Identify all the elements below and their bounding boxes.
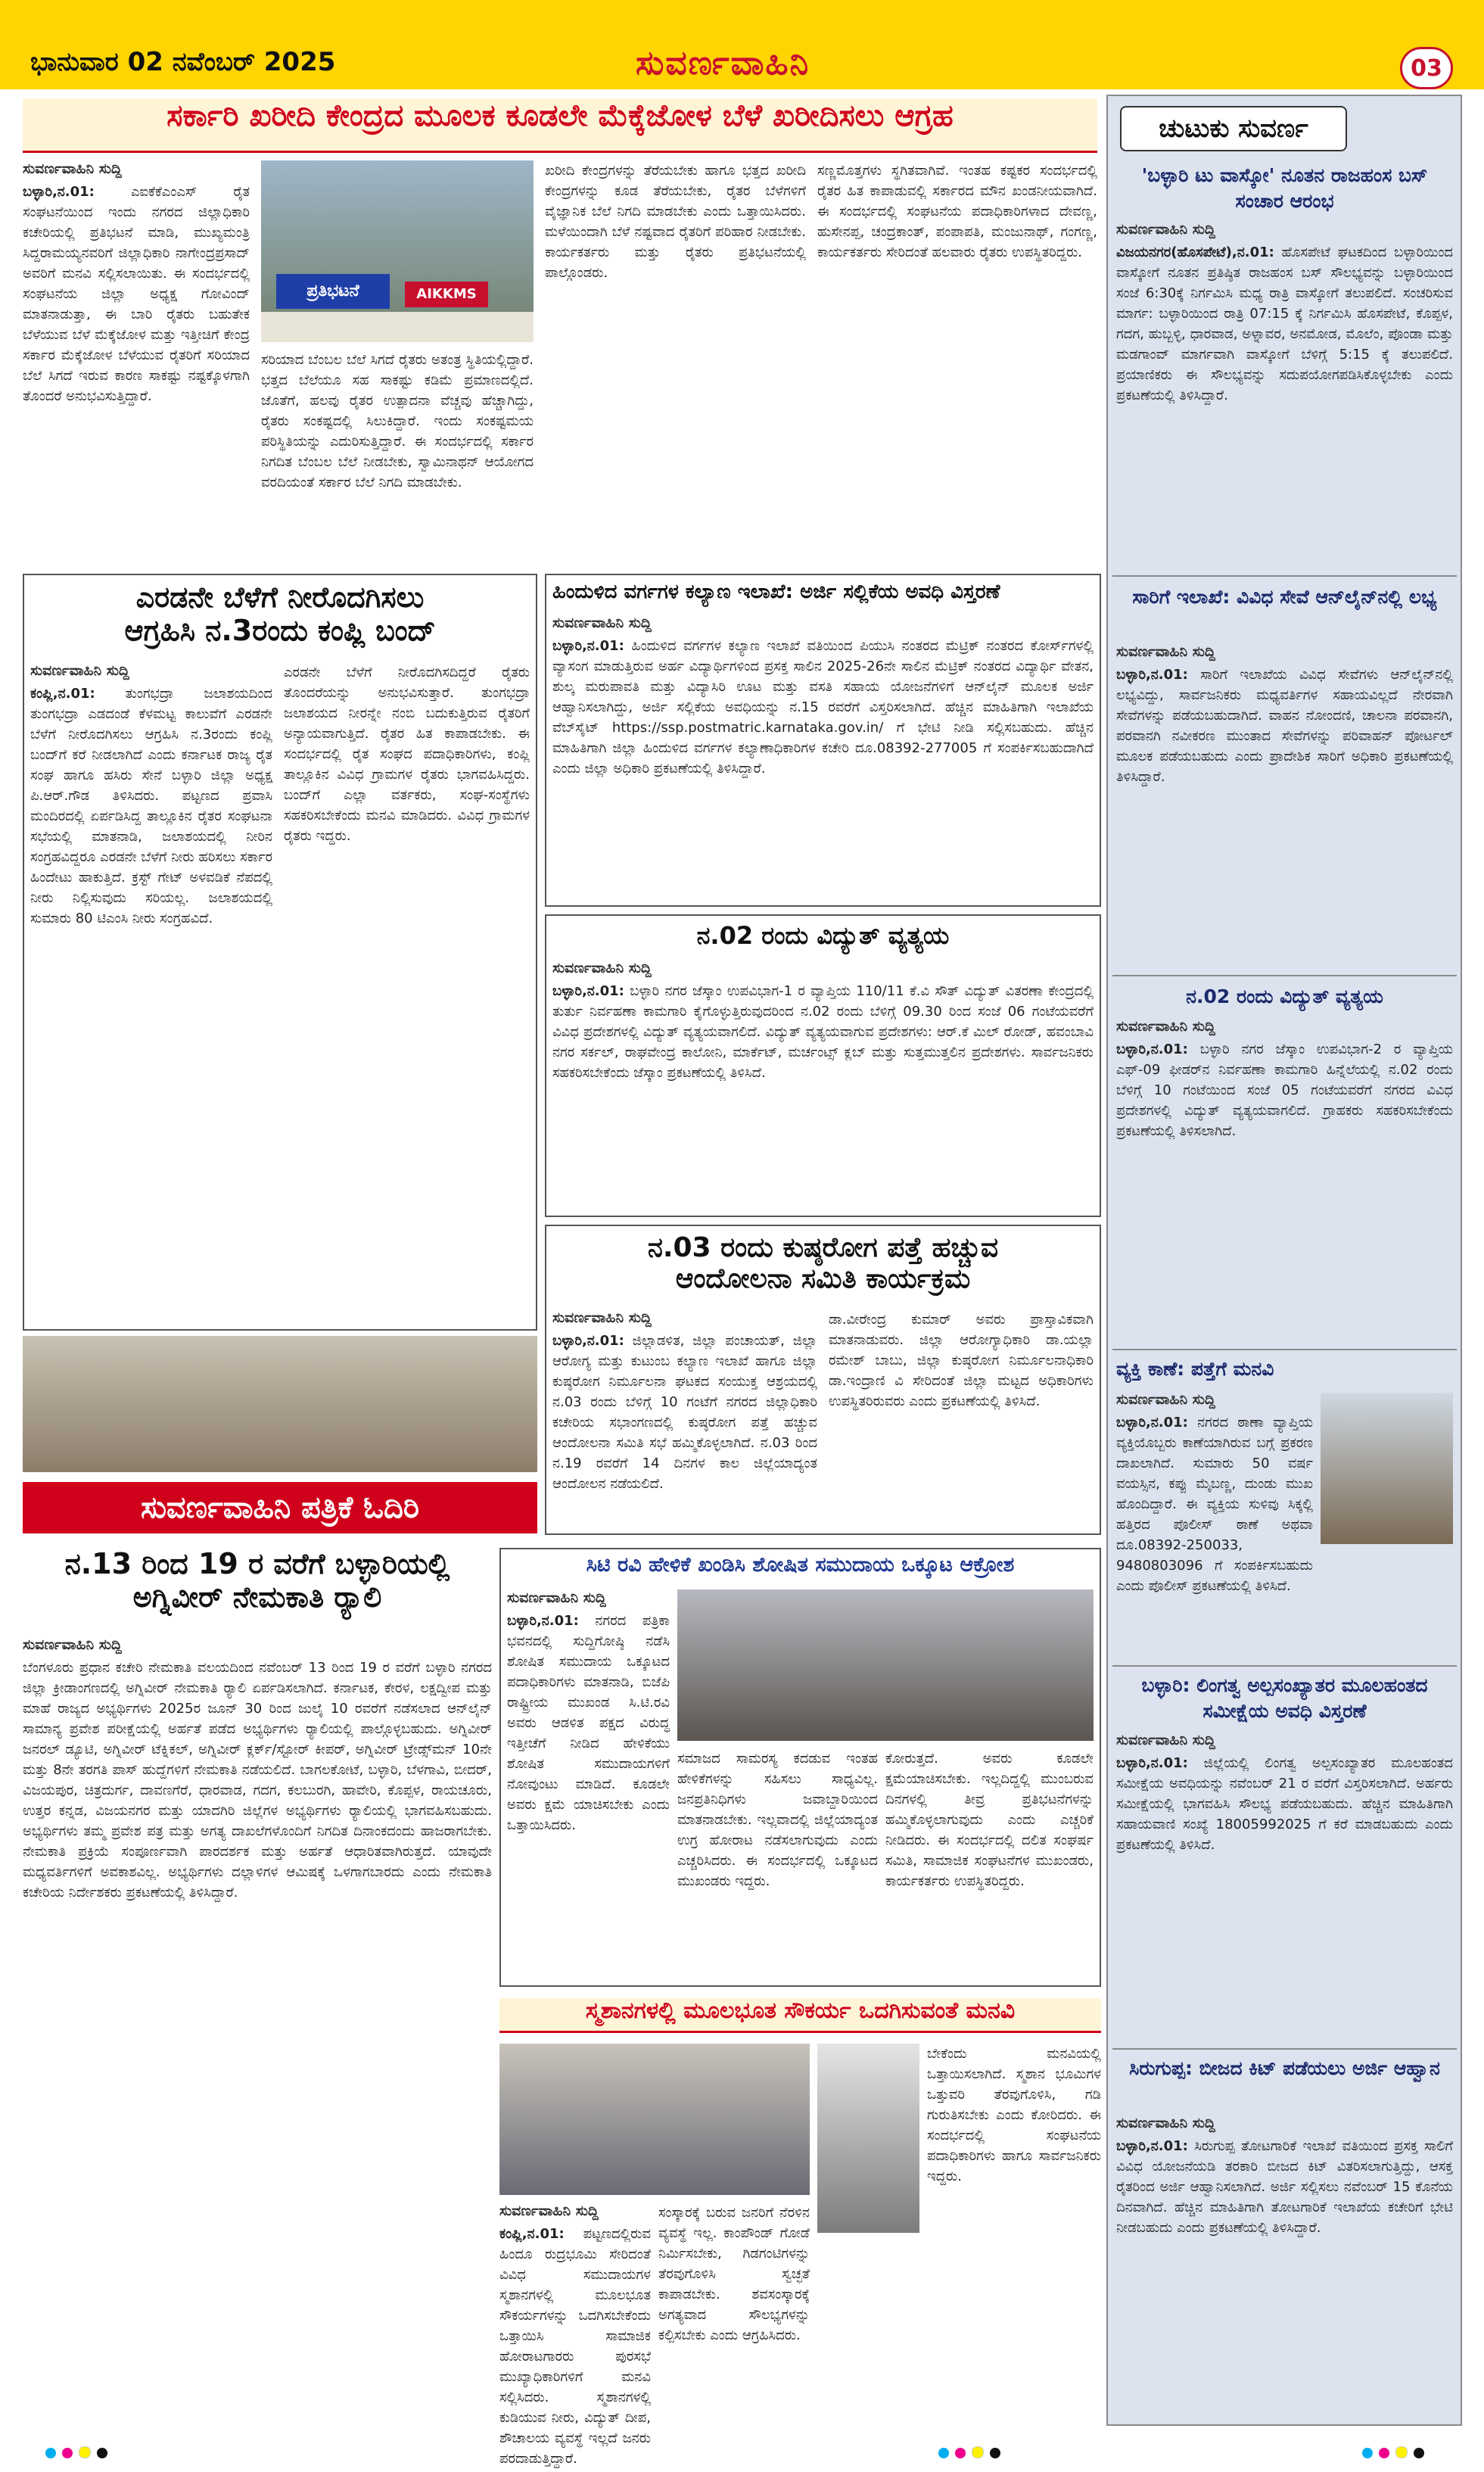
article-7-dateline: ಬಳ್ಳಾರಿ,ನ.01:	[507, 1613, 579, 1629]
brief-3-body	[1116, 1039, 1453, 1342]
article-2-text-1: ತುಂಗಭದ್ರಾ ಜಲಾಶಯದಿಂದ ತುಂಗಭದ್ರಾ ಎಡದಂಡೆ ಕೆಳಮಟ್ಟ ಕಾಲುವೆಗೆ ಎರಡನೇ ಬೆಳೆಗೆ ನೀರೊದಗಿಸಲು ಆಗ್ರಹಿಸಿ ನ.3ರಂದು ಕಂಪ್ಲಿ ಬಂದ್‌ಗೆ ಕರೆ ನೀಡಲಾಗಿದೆ ಎಂದು ಕರ್ನಾಟಕ ರಾಜ್ಯ ರೈತ ಸಂಘ ಹಾಗೂ ಹಸಿರು ಸೇನೆ ಬಳ್ಳಾರಿ ಜಿಲ್ಲಾ ಅಧ್ಯಕ್ಷ ಪಿ.ಆರ್.ಗೌಡ ತಿಳಿಸಿದರು. ಪಟ್ಟಣದ ಪ್ರವಾಸಿ ಮಂದಿರದಲ್ಲಿ ಏರ್ಪಡಿಸಿದ್ದ ತಾಲ್ಲೂಕಿನ ರೈತರ ಸಂಘಟನಾ ಸಭೆಯಲ್ಲಿ ಮಾತನಾಡಿ, ಜಲಾಶಯದಲ್ಲಿ ನೀರಿನ ಸಂಗ್ರಹವಿದ್ದರೂ ಎರಡನೇ ಬೆಳೆಗೆ ನೀರು ಹರಿಸಲು ಸರ್ಕಾರ ಹಿಂದೇಟು ಹಾಕುತ್ತಿದೆ. ಕ್ರಸ್ಟ್ ಗೇಟ್ ಅಳವಡಿಕೆ ನೆಪದಲ್ಲಿ ನೀರು ನಿಲ್ಲಿಸುವುದು ಸರಿಯಲ್ಲ. ಜಲಾಶಯದಲ್ಲಿ ಸುಮಾರು 80 ಟಿಎಂಸಿ ನೀರು ಸಂಗ್ರಹವಿದೆ.	[30, 686, 272, 926]
memorandum-photo	[499, 2044, 810, 2195]
brief-5-text: ಜಿಲ್ಲೆಯಲ್ಲಿ ಲಿಂಗತ್ವ ಅಲ್ಪಸಂಖ್ಯಾತರ ಮೂಲಹಂತದ ಸಮೀಕ್ಷೆಯ ಅವಧಿಯನ್ನು ನವೆಂಬರ್ 21 ರ ವರೆಗೆ ವಿಸ್ತರಿಸಲಾಗಿದೆ. ಅರ್ಹರು ಸಮೀಕ್ಷೆಯಲ್ಲಿ ಭಾಗವಹಿಸಿ ಸೌಲಭ್ಯ ಪಡೆಯಬಹುದು. ಹೆಚ್ಚಿನ ಮಾಹಿತಿಗಾಗಿ ಸಹಾಯವಾಣಿ ಸಂಖ್ಯೆ 18005992025 ಗೆ ಕರೆ ಮಾಡಬಹುದು ಎಂದು ಪ್ರಕಟಣೆಯಲ್ಲಿ ತಿಳಿಸಿದೆ.	[1116, 1755, 1453, 1853]
brief-4-dateline: ಬಳ್ಳಾರಿ,ನ.01:	[1116, 1415, 1188, 1431]
brief-1-byline: ಸುವರ್ಣವಾಹಿನಿ ಸುದ್ದಿ	[1116, 221, 1215, 238]
article-3-headline: ಹಿಂದುಳಿದ ವರ್ಗಗಳ ಕಲ್ಯಾಣ ಇಲಾಖೆ: ಅರ್ಜಿ ಸಲ್ಲಿಕೆಯ ಅವಧಿ ವಿಸ್ತರಣೆ	[552, 581, 1000, 603]
article-4-byline: ಸುವರ್ಣವಾಹಿನಿ ಸುದ್ದಿ	[552, 960, 652, 976]
brief-2-body	[1116, 665, 1453, 967]
brief-3-byline: ಸುವರ್ಣವಾಹಿನಿ ಸುದ್ದಿ	[1116, 1018, 1215, 1035]
article-3-text: ಹಿಂದುಳಿದ ವರ್ಗಗಳ ಕಲ್ಯಾಣ ಇಲಾಖೆ ವತಿಯಿಂದ ಪಿಯುಸಿ ನಂತರದ ಮೆಟ್ರಿಕ್ ನಂತರದ ಕೋರ್ಸ್‌ಗಳಲ್ಲಿ ವ್ಯಾಸಂಗ ಮಾಡುತ್ತಿರುವ ಅರ್ಹ ವಿದ್ಯಾರ್ಥಿಗಳಿಂದ ಪ್ರಸಕ್ತ ಸಾಲಿನ 2025-26ನೇ ಸಾಲಿನ ಮೆಟ್ರಿಕ್ ನಂತರದ ವಿದ್ಯಾರ್ಥಿ ವೇತನ, ಶುಲ್ಕ ಮರುಪಾವತಿ ಮತ್ತು ವಿದ್ಯಾಸಿರಿ ಊಟ ಮತ್ತು ವಸತಿ ಸಹಾಯ ಯೋಜನೆಗಳಿಗೆ ಆನ್‌ಲೈನ್ ಮೂಲಕ ಅರ್ಜಿ ಆಹ್ವಾನಿಸಲಾಗಿದ್ದು, ಅರ್ಜಿ ಸಲ್ಲಿಕೆಯ ಅವಧಿಯನ್ನು ನ.15 ರವರೆಗೆ ವಿಸ್ತರಿಸಲಾಗಿದೆ. ಹೆಚ್ಚಿನ ಮಾಹಿತಿಗಾಗಿ ಇಲಾಖೆಯ ವೆಬ್‌ಸೈಟ್ https://ssp.postmatric.karnataka.gov.in/ ಗೆ ಭೇಟಿ ನೀಡಿ ಸಲ್ಲಿಸಬಹುದು. ಹೆಚ್ಚಿನ ಮಾಹಿತಿಗಾಗಿ ಜಿಲ್ಲಾ ಹಿಂದುಳಿದ ವರ್ಗಗಳ ಕಲ್ಯಾಣಾಧಿಕಾರಿಗಳ ಕಚೇರಿ ದೂ.08392-277005 ಗೆ ಸಂಪರ್ಕಿಸಬಹುದಾಗಿದೆ ಎಂದು ಜಿಲ್ಲಾ ಅಧಿಕಾರಿ ಪ್ರಕಟಣೆಯಲ್ಲಿ ತಿಳಿಸಿದ್ದಾರೆ.	[552, 638, 1094, 777]
sidebar-divider	[1112, 575, 1457, 577]
article-2-headline-line1: ಎರಡನೇ ಬೆಳೆಗೆ ನೀರೊದಗಿಸಲು	[135, 581, 425, 614]
article-1-text-1: ಎಐಕೆಕೆಎಂಎಸ್ ರೈತ ಸಂಘಟನೆಯಿಂದ ಇಂದು ನಗರದ ಜಿಲ್ಲಾಧಿಕಾರಿ ಕಚೇರಿಯಲ್ಲಿ ಪ್ರತಿಭಟನೆ ಮಾಡಿ, ಮುಖ್ಯಮಂತ್ರಿ ಸಿದ್ದರಾಮಯ್ಯನವರಿಗೆ ಜಿಲ್ಲಾಧಿಕಾರಿ ನಾಗೇಂದ್ರಪ್ರಸಾದ್ ಅವರಿಗೆ ಮನವಿ ಸಲ್ಲಿಸಲಾಯಿತು. ಈ ಸಂದರ್ಭದಲ್ಲಿ ಸಂಘಟನೆಯ ಜಿಲ್ಲಾ ಅಧ್ಯಕ್ಷ ಗೋವಿಂದ್ ಮಾತನಾಡುತ್ತಾ, ಈ ಬಾರಿ ರೈತರು ಬಹುತೇಕ ಬೆಳೆಯುವ ಬೆಳೆ ಮೆಕ್ಕೆಜೋಳ ಮತ್ತು ಇತ್ತೀಚಿಗೆ ಕೇಂದ್ರ ಸರ್ಕಾರ ಮೆಕ್ಕೆಜೋಳ ಬೆಳೆಯುವ ರೈತರಿಗೆ ಸರಿಯಾದ ಬೆಲೆ ಸಿಗದೆ ಇರುವ ಕಾರಣ ಸಾಕಷ್ಟು ನಷ್ಟಕ್ಕೊಳಗಾಗಿ ತೊಂದರೆ ಅನುಭವಿಸುತ್ತಿದ್ದಾರೆ.	[23, 184, 250, 404]
article-5-body-col2: ಡಾ.ವೀರೇಂದ್ರ ಕುಮಾರ್ ಅವರು ಪ್ರಾಸ್ತಾವಿಕವಾಗಿ ಮಾತನಾಡುವರು. ಜಿಲ್ಲಾ ಆರೋಗ್ಯಾಧಿಕಾರಿ ಡಾ.ಯಲ್ಲಾ ರಮೇಶ್ ಬಾಬು, ಜಿಲ್ಲಾ ಕುಷ್ಠರೋಗ ನಿರ್ಮೂಲನಾಧಿಕಾರಿ ಡಾ.ಇಂದ್ರಾಣಿ ವಿ ಸೇರಿದಂತೆ ಜಿಲ್ಲಾ ಮಟ್ಟದ ಅಧಿಕಾರಿಗಳು ಉಪಸ್ಥಿತರಿರುವರು ಎಂದು ಪ್ರಕಟಣೆಯಲ್ಲಿ ತಿಳಿಸಿದೆ.	[829, 1312, 1094, 1409]
sidebar-divider	[1112, 1665, 1457, 1667]
article-5-headline	[552, 1232, 1094, 1305]
brief-6-headline: ಸಿರುಗುಪ್ಪ: ಬೀಜದ ಕಿಟ್ ಪಡೆಯಲು ಅರ್ಜಿ ಆಹ್ವಾನ	[1129, 2057, 1440, 2079]
article-2-byline: ಸುವರ್ಣವಾಹಿನಿ ಸುದ್ದಿ	[30, 662, 129, 679]
article-1-body-col2: ಸರಿಯಾದ ಬೆಂಬಲ ಬೆಲೆ ಸಿಗದೆ ರೈತರು ಅತಂತ್ರ ಸ್ಥಿತಿಯಲ್ಲಿದ್ದಾರೆ. ಭತ್ತದ ಬೆಲೆಯೂ ಸಹ ಸಾಕಷ್ಟು ಕಡಿಮೆ ಪ್ರಮಾಣದಲ್ಲಿದೆ. ಜೊತೆಗೆ, ಹಲವು ರೈತರ ಉತ್ಪಾದನಾ ವೆಚ್ಚವು ಹೆಚ್ಚಾಗಿದ್ದು, ರೈತರು ಸಂಕಷ್ಟದಲ್ಲಿ ಸಿಲುಕಿದ್ದಾರೆ. ಇಂದು ಸಂಕಷ್ಟಮಯ ಪರಿಸ್ಥಿತಿಯನ್ನು ಎದುರಿಸುತ್ತಿದ್ದಾರೆ. ಈ ಸಂದರ್ಭದಲ್ಲಿ ಸರ್ಕಾರ ನಿಗದಿತ ಬೆಂಬಲ ಬೆಲೆ ನೀಡಬೇಕು, ಸ್ವಾಮಿನಾಥನ್ ಆಯೋಗದ ವರದಿಯಂತೆ ಸರ್ಕಾರ ಬೆಲೆ ನಿಗದಿ ಮಾಡಬೇಕು.	[261, 352, 534, 490]
brief-6-text: ಸಿರುಗುಪ್ಪ ತೋಟಗಾರಿಕೆ ಇಲಾಖೆ ವತಿಯಿಂದ ಪ್ರಸಕ್ತ ಸಾಲಿಗೆ ವಿವಿಧ ಯೋಜನೆಯಡಿ ತರಕಾರಿ ಬೀಜದ ಕಿಟ್ ವಿತರಿಸಲಾಗುತ್ತಿದ್ದು, ಆಸಕ್ತ ರೈತರಿಂದ ಅರ್ಜಿ ಆಹ್ವಾನಿಸಲಾಗಿದೆ. ಅರ್ಜಿ ಸಲ್ಲಿಸಲು ನವೆಂಬರ್ 15 ಕೊನೆಯ ದಿನವಾಗಿದೆ. ಹೆಚ್ಚಿನ ಮಾಹಿತಿಗಾಗಿ ತೋಟಗಾರಿಕೆ ಇಲಾಖೆಯ ಕಚೇರಿಗೆ ಭೇಟಿ ನೀಡಬಹುದು ಎಂದು ಪ್ರಕಟಣೆಯಲ್ಲಿ ತಿಳಿಸಿದ್ದಾರೆ.	[1116, 2138, 1453, 2236]
brief-2-text: ಸಾರಿಗೆ ಇಲಾಖೆಯ ವಿವಿಧ ಸೇವೆಗಳು ಆನ್‌ಲೈನ್‌ನಲ್ಲಿ ಲಭ್ಯವಿದ್ದು, ಸಾರ್ವಜನಿಕರು ಮಧ್ಯವರ್ತಿಗಳ ಸಹಾಯವಿಲ್ಲದೆ ನೇರವಾಗಿ ಸೇವೆಗಳನ್ನು ಪಡೆಯಬಹುದಾಗಿದೆ. ವಾಹನ ನೋಂದಣಿ, ಚಾಲನಾ ಪರವಾನಗಿ, ಪರವಾನಗಿ ನವೀಕರಣ ಮುಂತಾದ ಸೇವೆಗಳನ್ನು ಪರಿವಾಹನ್ ಪೋರ್ಟಲ್ ಮೂಲಕ ಪಡೆಯಬಹುದು ಎಂದು ಪ್ರಾದೇಶಿಕ ಸಾರಿಗೆ ಅಧಿಕಾರಿ ಪ್ರಕಟಣೆಯಲ್ಲಿ ತಿಳಿಸಿದ್ದಾರೆ.	[1116, 667, 1453, 785]
brief-6-dateline: ಬಳ್ಳಾರಿ,ನ.01:	[1116, 2138, 1188, 2154]
article-7-body-col1	[507, 1611, 670, 1982]
brief-5-body	[1116, 1753, 1453, 2041]
article-8-headline: ಸ್ಮಶಾನಗಳಲ್ಲಿ ಮೂಲಭೂತ ಸೌಕರ್ಯ ಒದಗಿಸುವಂತೆ ಮನವಿ	[499, 1998, 1101, 2033]
brief-3-text: ಬಳ್ಳಾರಿ ನಗರ ಜೆಸ್ಕಾಂ ಉಪವಿಭಾಗ-2 ರ ವ್ಯಾಪ್ತಿಯ ಎಫ್-09 ಫೀಡರ್‌ನ ನಿರ್ವಹಣಾ ಕಾಮಗಾರಿ ಹಿನ್ನೆಲೆಯಲ್ಲಿ ನ.02 ರಂದು ಬೆಳಿಗ್ಗೆ 10 ಗಂಟೆಯಿಂದ ಸಂಜೆ 05 ಗಂಟೆಯವರೆಗೆ ನಗರದ ವಿವಿಧ ಪ್ರದೇಶಗಳಲ್ಲಿ ವಿದ್ಯುತ್ ವ್ಯತ್ಯಯವಾಗಲಿದೆ. ಗ್ರಾಹಕರು ಸಹಕರಿಸಬೇಕೆಂದು ಪ್ರಕಟಣೆಯಲ್ಲಿ ತಿಳಿಸಲಾಗಿದೆ.	[1116, 1041, 1453, 1139]
brief-4-body-top	[1116, 1412, 1313, 1594]
page-number: 03	[1400, 47, 1453, 89]
sidebar-title: ಚುಟುಕು ಸುವರ್ಣ	[1120, 106, 1347, 151]
article-6-headline-line1: ನ.13 ರಿಂದ 19 ರ ವರೆಗೆ ಬಳ್ಳಾರಿಯಲ್ಲಿ	[64, 1547, 450, 1580]
promo-banner: ಸುವರ್ಣವಾಹಿನಿ ಪತ್ರಿಕೆ ಓದಿರಿ	[23, 1482, 537, 1533]
article-7-body-col2: ಸಮಾಜದ ಸಾಮರಸ್ಯ ಕದಡುವ ಇಂತಹ ಹೇಳಿಕೆಗಳನ್ನು ಸಹಿಸಲು ಸಾಧ್ಯವಿಲ್ಲ. ಜನಪ್ರತಿನಿಧಿಗಳು ಜವಾಬ್ದಾರಿಯಿಂದ ಮಾತನಾಡಬೇಕು. ಇಲ್ಲವಾದಲ್ಲಿ ಜಿಲ್ಲೆಯಾದ್ಯಂತ ಉಗ್ರ ಹೋರಾಟ ನಡೆಸಲಾಗುವುದು ಎಂದು ಎಚ್ಚರಿಸಿದರು. ಈ ಸಂದರ್ಭದಲ್ಲಿ ಒಕ್ಕೂಟದ ಮುಖಂಡರು ಇದ್ದರು.	[677, 1751, 878, 1889]
article-8-body-col2: ಸಂಸ್ಕಾರಕ್ಕೆ ಬರುವ ಜನರಿಗೆ ನೆರಳಿನ ವ್ಯವಸ್ಥೆ ಇಲ್ಲ. ಕಾಂಪೌಂಡ್ ಗೋಡೆ ನಿರ್ಮಿಸಬೇಕು, ಗಿಡಗಂಟಿಗಳನ್ನು ತೆರವುಗೊಳಿಸಿ ಸ್ವಚ್ಛತೆ ಕಾಪಾಡಬೇಕು. ಶವಸಂಸ್ಕಾರಕ್ಕೆ ಅಗತ್ಯವಾದ ಸೌಲಭ್ಯಗಳನ್ನು ಕಲ್ಪಿಸಬೇಕು ಎಂದು ಆಗ್ರಹಿಸಿದರು.	[658, 2205, 810, 2343]
brief-2-byline: ಸುವರ್ಣವಾಹಿನಿ ಸುದ್ದಿ	[1116, 643, 1215, 660]
article-5-body-col1	[552, 1331, 817, 1530]
article-1-body-col1	[23, 182, 250, 560]
article-7-body-col3: ಕೋರುತ್ತದೆ. ಅವರು ಕೂಡಲೇ ಕ್ಷಮೆಯಾಚಿಸಬೇಕು. ಇಲ್ಲದಿದ್ದಲ್ಲಿ ಮುಂಬರುವ ದಿನಗಳಲ್ಲಿ ತೀವ್ರ ಪ್ರತಿಭಟನೆಗಳನ್ನು ಹಮ್ಮಿಕೊಳ್ಳಲಾಗುವುದು ಎಂದು ಎಚ್ಚರಿಕೆ ನೀಡಿದರು. ಈ ಸಂದರ್ಭದಲ್ಲಿ ದಲಿತ ಸಂಘರ್ಷ ಸಮಿತಿ, ಸಾಮಾಜಿಕ ಸಂಘಟನೆಗಳ ಮುಖಂಡರು, ಕಾರ್ಯಕರ್ತರು ಉಪಸ್ಥಿತರಿದ್ದರು.	[885, 1751, 1094, 1889]
article-8-text-1: ಪಟ್ಟಣದಲ್ಲಿರುವ ಹಿಂದೂ ರುದ್ರಭೂಮಿ ಸೇರಿದಂತೆ ವಿವಿಧ ಸಮುದಾಯಗಳ ಸ್ಮಶಾನಗಳಲ್ಲಿ ಮೂಲಭೂತ ಸೌಕರ್ಯಗಳನ್ನು ಒದಗಿಸಬೇಕೆಂದು ಒತ್ತಾಯಿಸಿ ಸಾಮಾಜಿಕ ಹೋರಾಟಗಾರರು ಪುರಸಭೆ ಮುಖ್ಯಾಧಿಕಾರಿಗಳಿಗೆ ಮನವಿ ಸಲ್ಲಿಸಿದರು. ಸ್ಮಶಾನಗಳಲ್ಲಿ ಕುಡಿಯುವ ನೀರು, ವಿದ್ಯುತ್ ದೀಪ, ಶೌಚಾಲಯ ವ್ಯವಸ್ಥೆ ಇಲ್ಲದೆ ಜನರು ಪರದಾಡುತ್ತಿದ್ದಾರೆ.	[499, 2226, 651, 2467]
issue-date: ಭಾನುವಾರ 02 ನವೆಂಬರ್ 2025	[30, 47, 336, 77]
newspaper-title: ಸುವರ್ಣವಾಹಿನಿ	[636, 44, 810, 83]
brief-1-headline: 'ಬಳ್ಳಾರಿ ಟು ವಾಸ್ಕೋ' ನೂತನ ರಾಜಹಂಸ ಬಸ್ ಸಂಚಾರ ಆರಂಭ	[1141, 164, 1428, 212]
sidebar-divider	[1112, 2048, 1457, 2050]
protest-photo	[261, 160, 534, 342]
brief-1-dateline: ವಿಜಯನಗರ(ಹೊಸಪೇಟೆ),ನ.01:	[1116, 244, 1274, 260]
print-registration-marks-left	[45, 2446, 114, 2461]
article-5-dateline: ಬಳ್ಳಾರಿ,ನ.01:	[552, 1333, 624, 1349]
article-7-text-1: ನಗರದ ಪತ್ರಿಕಾ ಭವನದಲ್ಲಿ ಸುದ್ದಿಗೋಷ್ಠಿ ನಡೆಸಿ ಶೋಷಿತ ಸಮುದಾಯ ಒಕ್ಕೂಟದ ಪದಾಧಿಕಾರಿಗಳು ಮಾತನಾಡಿ, ಬಿಜೆಪಿ ರಾಷ್ಟ್ರೀಯ ಮುಖಂಡ ಸಿ.ಟಿ.ರವಿ ಅವರು ಆಡಳಿತ ಪಕ್ಷದ ವಿರುದ್ಧ ಇತ್ತೀಚೆಗೆ ನೀಡಿದ ಹೇಳಿಕೆಯು ಶೋಷಿತ ಸಮುದಾಯಗಳಿಗೆ ನೋವುಂಟು ಮಾಡಿದೆ. ಕೂಡಲೇ ಅವರು ಕ್ಷಮೆ ಯಾಚಿಸಬೇಕು ಎಂದು ಒತ್ತಾಯಿಸಿದರು.	[507, 1613, 670, 1833]
article-4-text: ಬಳ್ಳಾರಿ ನಗರ ಜೆಸ್ಕಾಂ ಉಪವಿಭಾಗ-1 ರ ವ್ಯಾಪ್ತಿಯ 110/11 ಕೆ.ವಿ ಸೌತ್ ವಿದ್ಯುತ್ ವಿತರಣಾ ಕೇಂದ್ರದಲ್ಲಿ ತುರ್ತು ನಿರ್ವಹಣಾ ಕಾಮಗಾರಿ ಕೈಗೊಳ್ಳುತ್ತಿರುವುದರಿಂದ ನ.02 ರಂದು ಬೆಳಿಗ್ಗೆ 09.30 ರಿಂದ ಸಂಜೆ 06 ಗಂಟೆಯವರೆಗೆ ವಿವಿಧ ಪ್ರದೇಶಗಳಲ್ಲಿ ವಿದ್ಯುತ್ ವ್ಯತ್ಯಯವಾಗಲಿದೆ. ವಿದ್ಯುತ್ ವ್ಯತ್ಯಯವಾಗುವ ಪ್ರದೇಶಗಳು: ಆರ್.ಕೆ ಮಿಲ್ ರೋಡ್, ಹವಂಬಾವಿ ನಗರ ಸರ್ಕಲ್, ರಾಘವೇಂದ್ರ ಕಾಲೋನಿ, ಮಾರ್ಕೆಟ್, ಮರ್ಚಂಟ್ಸ್ ಕ್ಲಬ್ ಮತ್ತು ಸುತ್ತಮುತ್ತಲಿನ ಪ್ರದೇಶಗಳು. ಸಾರ್ವಜನಿಕರು ಸಹಕರಿಸಬೇಕೆಂದು ಜೆಸ್ಕಾಂ ಪ್ರಕಟಣೆಯಲ್ಲಿ ತಿಳಿಸಿದೆ.	[552, 983, 1094, 1081]
brief-1-body	[1116, 242, 1453, 568]
press-meet-photo	[677, 1589, 1094, 1741]
missing-person-photo	[1321, 1393, 1453, 1544]
meeting-photo	[23, 1336, 537, 1472]
brief-4-byline: ಸುವರ್ಣವಾಹಿನಿ ಸುದ್ದಿ	[1116, 1391, 1215, 1408]
brief-6-body	[1116, 2136, 1453, 2420]
protest-banner-org: AIKKMS	[405, 282, 488, 307]
article-5-headline-line2: ಆಂದೋಲನಾ ಸಮಿತಿ ಕಾರ್ಯಕ್ರಮ	[675, 1263, 971, 1295]
article-5-headline-line1: ನ.03 ರಂದು ಕುಷ್ಠರೋಗ ಪತ್ತೆ ಹಚ್ಚುವ	[647, 1232, 999, 1263]
article-4-body	[552, 981, 1094, 1213]
article-1-headline: ಸರ್ಕಾರಿ ಖರೀದಿ ಕೇಂದ್ರದ ಮೂಲಕ ಕೂಡಲೇ ಮೆಕ್ಕೆಜೋಳ ಬೆಳೆ ಖರೀದಿಸಲು ಆಗ್ರಹ	[23, 98, 1097, 153]
article-2-headline	[30, 581, 530, 657]
article-6-headline	[23, 1548, 492, 1631]
memorandum-photo-2	[817, 2044, 919, 2233]
article-1-byline: ಸುವರ್ಣವಾಹಿನಿ ಸುದ್ದಿ	[23, 160, 122, 177]
article-2-body-col1	[30, 683, 272, 1327]
article-1-body-col3: ಖರೀದಿ ಕೇಂದ್ರಗಳನ್ನು ತೆರೆಯಬೇಕು ಹಾಗೂ ಭತ್ತದ ಖರೀದಿ ಕೇಂದ್ರಗಳನ್ನು ಕೂಡ ತೆರೆಯಬೇಕು, ರೈತರ ಬೆಳೆಗಳಿಗೆ ವೈಜ್ಞಾನಿಕ ಬೆಲೆ ನಿಗದಿ ಮಾಡಬೇಕು ಎಂದು ಒತ್ತಾಯಿಸಿದರು. ಮಳೆಯಿಂದಾಗಿ ಬೆಳೆ ನಷ್ಟವಾದ ರೈತರಿಗೆ ಪರಿಹಾರ ನೀಡಬೇಕು. ಕಾರ್ಯಕರ್ತರು ಮತ್ತು ರೈತರು ಪ್ರತಿಭಟನೆಯಲ್ಲಿ ಪಾಲ್ಗೊಂಡರು.	[545, 163, 806, 281]
article-1-dateline: ಬಳ್ಳಾರಿ,ನ.01:	[23, 184, 95, 200]
sidebar-divider	[1112, 1349, 1457, 1350]
article-4-dateline: ಬಳ್ಳಾರಿ,ನ.01:	[552, 983, 624, 999]
article-3-body	[552, 636, 1094, 902]
article-1-body-col4: ಸಣ್ಣಮೊತ್ತಗಳು ಸ್ಥಗಿತವಾಗಿವೆ. ಇಂತಹ ಕಷ್ಟಕರ ಸಂದರ್ಭದಲ್ಲಿ ರೈತರ ಹಿತ ಕಾಪಾಡುವಲ್ಲಿ ಸರ್ಕಾರದ ಮೌನ ಖಂಡನೀಯವಾಗಿದೆ. ಈ ಸಂದರ್ಭದಲ್ಲಿ ಸಂಘಟನೆಯ ಪದಾಧಿಕಾರಿಗಳಾದ ದೇವಣ್ಣ, ಹುಸೇನಪ್ಪ, ಚಂದ್ರಕಾಂತ್, ಪಂಪಾಪತಿ, ಮಂಜುನಾಥ್, ಗಂಗಣ್ಣ, ಕಾರ್ಯಕರ್ತರು ಸೇರಿದಂತೆ ಹಲವಾರು ರೈತರು ಉಪಸ್ಥಿತರಿದ್ದರು.	[817, 163, 1097, 260]
brief-5-byline: ಸುವರ್ಣವಾಹಿನಿ ಸುದ್ದಿ	[1116, 1732, 1215, 1748]
article-5-byline: ಸುವರ್ಣವಾಹಿನಿ ಸುದ್ದಿ	[552, 1309, 652, 1326]
article-5-text-1: ಜಿಲ್ಲಾಡಳಿತ, ಜಿಲ್ಲಾ ಪಂಚಾಯತ್, ಜಿಲ್ಲಾ ಆರೋಗ್ಯ ಮತ್ತು ಕುಟುಂಬ ಕಲ್ಯಾಣ ಇಲಾಖೆ ಹಾಗೂ ಜಿಲ್ಲಾ ಕುಷ್ಠರೋಗ ನಿರ್ಮೂಲನಾ ಘಟಕದ ಸಂಯುಕ್ತ ಆಶ್ರಯದಲ್ಲಿ ನ.03 ರಂದು ಬೆಳಿಗ್ಗೆ 10 ಗಂಟೆಗೆ ನಗರದ ಜಿಲ್ಲಾಧಿಕಾರಿ ಕಚೇರಿಯ ಸಭಾಂಗಣದಲ್ಲಿ ಕುಷ್ಠರೋಗ ಪತ್ತೆ ಹಚ್ಚುವ ಆಂದೋಲನಾ ಸಮಿತಿ ಸಭೆ ಹಮ್ಮಿಕೊಳ್ಳಲಾಗಿದೆ. ನ.03 ರಿಂದ ನ.19 ರವರೆಗೆ 14 ದಿನಗಳ ಕಾಲ ಜಿಲ್ಲೆಯಾದ್ಯಂತ ಆಂದೋಲನ ನಡೆಯಲಿದೆ.	[552, 1333, 817, 1492]
print-registration-marks-center	[938, 2446, 1006, 2461]
article-7-headline: ಸಿಟಿ ರವಿ ಹೇಳಿಕೆ ಖಂಡಿಸಿ ಶೋಷಿತ ಸಮುದಾಯ ಒಕ್ಕೂಟ ಆಕ್ರೋಶ	[586, 1553, 1015, 1577]
article-3-dateline: ಬಳ್ಳಾರಿ,ನ.01:	[552, 638, 624, 654]
brief-4-text: ನಗರದ ಠಾಣಾ ವ್ಯಾಪ್ತಿಯ ವ್ಯಕ್ತಿಯೊಬ್ಬರು ಕಾಣೆಯಾಗಿರುವ ಬಗ್ಗೆ ಪ್ರಕರಣ ದಾಖಲಾಗಿದೆ. ಸುಮಾರು 50 ವರ್ಷ ವಯಸ್ಸಿನ, ಕಪ್ಪು ಮೈಬಣ್ಣ, ದುಂಡು ಮುಖ ಹೊಂದಿದ್ದಾರೆ. ಈ ವ್ಯಕ್ತಿಯ ಸುಳಿವು ಸಿಕ್ಕಲ್ಲಿ ಹತ್ತಿರದ ಪೊಲೀಸ್ ಠಾಣೆ ಅಥವಾ ದೂ.08392-250033, 9480803096 ಗೆ ಸಂಪರ್ಕಿಸಬಹುದು ಎಂದು ಪೊಲೀಸ್ ಪ್ರಕಟಣೆಯಲ್ಲಿ ತಿಳಿಸಿದೆ.	[1116, 1415, 1313, 1594]
brief-5-dateline: ಬಳ್ಳಾರಿ,ನ.01:	[1116, 1755, 1188, 1771]
brief-2-dateline: ಬಳ್ಳಾರಿ,ನ.01:	[1116, 667, 1188, 683]
brief-3-dateline: ಬಳ್ಳಾರಿ,ನ.01:	[1116, 1041, 1188, 1057]
article-2-body-col2: ಎರಡನೇ ಬೆಳೆಗೆ ನೀರೊದಗಿಸದಿದ್ದರೆ ರೈತರು ತೊಂದರೆಯನ್ನು ಅನುಭವಿಸುತ್ತಾರೆ. ತುಂಗಭದ್ರಾ ಜಲಾಶಯದ ನೀರನ್ನೇ ನಂಬಿ ಬದುಕುತ್ತಿರುವ ರೈತರಿಗೆ ಅನ್ಯಾಯವಾಗುತ್ತಿದೆ. ರೈತರ ಹಿತ ಕಾಪಾಡಬೇಕು. ಈ ಸಂದರ್ಭದಲ್ಲಿ ರೈತ ಸಂಘದ ಪದಾಧಿಕಾರಿಗಳು, ಕಂಪ್ಲಿ ತಾಲ್ಲೂಕಿನ ವಿವಿಧ ಗ್ರಾಮಗಳ ರೈತರು ಭಾಗವಹಿಸಿದ್ದರು. ಬಂದ್‌ಗೆ ಎಲ್ಲಾ ವರ್ತಕರು, ಸಂಘ-ಸಂಸ್ಥೆಗಳು ಸಹಕರಿಸಬೇಕೆಂದು ಮನವಿ ಮಾಡಿದರು. ವಿವಿಧ ಗ್ರಾಮಗಳ ರೈತರು ಇದ್ದರು.	[284, 665, 530, 844]
article-8-dateline: ಕಂಪ್ಲಿ,ನ.01:	[499, 2226, 565, 2242]
protest-banner: ಪ್ರತಿಭಟನೆ	[276, 274, 390, 309]
article-7-byline: ಸುವರ್ಣವಾಹಿನಿ ಸುದ್ದಿ	[507, 1589, 606, 1606]
article-2-headline-line2: ಆಗ್ರಹಿಸಿ ನ.3ರಂದು ಕಂಪ್ಲಿ ಬಂದ್	[124, 613, 436, 647]
brief-5-headline: ಬಳ್ಳಾರಿ: ಲಿಂಗತ್ವ ಅಲ್ಪಸಂಖ್ಯಾತರ ಮೂಲಹಂತದ ಸಮೀಕ್ಷೆಯ ಅವಧಿ ವಿಸ್ತರಣೆ	[1141, 1674, 1428, 1722]
article-6-body: ಬೆಂಗಳೂರು ಪ್ರಧಾನ ಕಚೇರಿ ನೇಮಕಾತಿ ವಲಯದಿಂದ ನವೆಂಬರ್ 13 ರಿಂದ 19 ರ ವರೆಗೆ ಬಳ್ಳಾರಿ ನಗರದ ಜಿಲ್ಲಾ ಕ್ರೀಡಾಂಗಣದಲ್ಲಿ ಅಗ್ನಿವೀರ್ ನೇಮಕಾತಿ ರ್‍ಯಾಲಿ ಏರ್ಪಡಿಸಲಾಗಿದೆ. ಕರ್ನಾಟಕ, ಕೇರಳ, ಲಕ್ಷದ್ವೀಪ ಮತ್ತು ಮಾಹೆ ರಾಜ್ಯದ ಅಭ್ಯರ್ಥಿಗಳು 2025ರ ಜೂನ್ 30 ರಿಂದ ಜುಲೈ 10 ರವರೆಗೆ ನಡೆಸಲಾದ ಆನ್‌ಲೈನ್ ಸಾಮಾನ್ಯ ಪ್ರವೇಶ ಪರೀಕ್ಷೆಯಲ್ಲಿ ಅರ್ಹತೆ ಪಡೆದ ಅಭ್ಯರ್ಥಿಗಳು ರ್‍ಯಾಲಿಯಲ್ಲಿ ಪಾಲ್ಗೊಳ್ಳಬಹುದು. ಅಗ್ನಿವೀರ್ ಜನರಲ್ ಡ್ಯೂಟಿ, ಅಗ್ನಿವೀರ್ ಟೆಕ್ನಿಕಲ್, ಅಗ್ನಿವೀರ್ ಕ್ಲರ್ಕ್/ಸ್ಟೋರ್ ಕೀಪರ್, ಅಗ್ನಿವೀರ್ ಟ್ರೇಡ್ಸ್‌ಮನ್ 10ನೇ ಮತ್ತು 8ನೇ ತರಗತಿ ಪಾಸ್ ಹುದ್ದೆಗಳಿಗೆ ನೇಮಕಾತಿ ನಡೆಯಲಿದೆ. ಬಾಗಲಕೋಟೆ, ಬಳ್ಳಾರಿ, ಬೆಳಗಾವಿ, ಬೀದರ್, ವಿಜಯಪುರ, ಚಿತ್ರದುರ್ಗ, ದಾವಣಗೆರೆ, ಧಾರವಾಡ, ಗದಗ, ಕಲಬುರಗಿ, ಹಾವೇರಿ, ಕೊಪ್ಪಳ, ರಾಯಚೂರು, ಉತ್ತರ ಕನ್ನಡ, ವಿಜಯನಗರ ಮತ್ತು ಯಾದಗಿರಿ ಜಿಲ್ಲೆಗಳ ಅಭ್ಯರ್ಥಿಗಳು ರ್‍ಯಾಲಿಯಲ್ಲಿ ಭಾಗವಹಿಸಬಹುದು. ಅಭ್ಯರ್ಥಿಗಳು ತಮ್ಮ ಪ್ರವೇಶ ಪತ್ರ ಮತ್ತು ಅಗತ್ಯ ದಾಖಲೆಗಳೊಂದಿಗೆ ನಿಗದಿತ ದಿನಾಂಕದಂದು ಹಾಜರಾಗಬೇಕು. ನೇಮಕಾತಿ ಪ್ರಕ್ರಿಯೆ ಸಂಪೂರ್ಣವಾಗಿ ಪಾರದರ್ಶಕ ಮತ್ತು ಅರ್ಹತೆ ಆಧಾರಿತವಾಗಿರುತ್ತದೆ. ಯಾವುದೇ ಮಧ್ಯವರ್ತಿಗಳಿಗೆ ಅವಕಾಶವಿಲ್ಲ. ಅಭ್ಯರ್ಥಿಗಳು ದಲ್ಲಾಳಿಗಳ ಆಮಿಷಕ್ಕೆ ಒಳಗಾಗಬಾರದು ಎಂದು ನೇಮಕಾತಿ ಕಚೇರಿಯ ನಿರ್ದೇಶಕರು ಪ್ರಕಟಣೆಯಲ್ಲಿ ತಿಳಿಸಿದ್ದಾರೆ.	[23, 1660, 492, 1901]
brief-6-byline: ಸುವರ್ಣವಾಹಿನಿ ಸುದ್ದಿ	[1116, 2115, 1215, 2131]
sidebar-divider	[1112, 975, 1457, 976]
brief-1-text: ಹೊಸಪೇಟೆ ಘಟಕದಿಂದ ಬಳ್ಳಾರಿಯಿಂದ ವಾಸ್ಕೋಗೆ ನೂತನ ಪ್ರತಿಷ್ಠಿತ ರಾಜಹಂಸ ಬಸ್ ಸೌಲಭ್ಯವನ್ನು ಬಳ್ಳಾರಿಯಿಂದ ಸಂಜೆ 6:30ಕ್ಕೆ ನಿರ್ಗಮಿಸಿ ಮಧ್ಯ ರಾತ್ರಿ ವಾಸ್ಕೋಗೆ ತಲುಪಲಿದೆ. ಸಂಚರಿಸುವ ಮಾರ್ಗ: ಬಳ್ಳಾರಿಯಿಂದ ರಾತ್ರಿ 07:15 ಕ್ಕೆ ನಿರ್ಗಮಿಸಿ ಹೊಸಪೇಟೆ, ಕೊಪ್ಪಳ, ಗದಗ, ಹುಬ್ಬಳ್ಳಿ, ಧಾರವಾಡ, ಅಳ್ನಾವರ, ಅನಮೋಡ, ಮೊಲೆಂ, ಪೊಂಡಾ ಮತ್ತು ಮಡಗಾಂವ್ ಮಾರ್ಗವಾಗಿ ವಾಸ್ಕೋಗೆ ಬೆಳಿಗ್ಗೆ 5:15 ಕ್ಕೆ ತಲುಪಲಿದೆ. ಪ್ರಯಾಣಿಕರು ಈ ಸೌಲಭ್ಯವನ್ನು ಸದುಪಯೋಗಪಡಿಸಿಕೊಳ್ಳಬೇಕು ಎಂದು ಪ್ರಕಟಣೆಯಲ್ಲಿ ತಿಳಿಸಿದ್ದಾರೆ.	[1116, 244, 1453, 403]
article-2-dateline: ಕಂಪ್ಲಿ,ನ.01:	[30, 686, 95, 702]
brief-2-headline: ಸಾರಿಗೆ ಇಲಾಖೆ: ವಿವಿಧ ಸೇವೆ ಆನ್‌ಲೈನ್‌ನಲ್ಲಿ ಲಭ್ಯ	[1132, 586, 1437, 608]
brief-4-headline: ವ್ಯಕ್ತಿ ಕಾಣೆ: ಪತ್ತೆಗೆ ಮನವಿ	[1116, 1358, 1274, 1380]
brief-3-headline: ನ.02 ರಂದು ವಿದ್ಯುತ್ ವ್ಯತ್ಯಯ	[1186, 985, 1383, 1007]
article-3-byline: ಸುವರ್ಣವಾಹಿನಿ ಸುದ್ದಿ	[552, 615, 652, 631]
article-6-byline: ಸುವರ್ಣವಾಹಿನಿ ಸುದ್ದಿ	[23, 1636, 122, 1653]
article-4-headline: ನ.02 ರಂದು ವಿದ್ಯುತ್ ವ್ಯತ್ಯಯ	[696, 921, 950, 950]
article-8-byline: ಸುವರ್ಣವಾಹಿನಿ ಸುದ್ದಿ	[499, 2203, 599, 2219]
article-8-body-col3: ಬೇಕೆಂದು ಮನವಿಯಲ್ಲಿ ಒತ್ತಾಯಿಸಲಾಗಿದೆ. ಸ್ಮಶಾನ ಭೂಮಿಗಳ ಒತ್ತುವರಿ ತೆರವುಗೊಳಿಸಿ, ಗಡಿ ಗುರುತಿಸಬೇಕು ಎಂದು ಕೋರಿದರು. ಈ ಸಂದರ್ಭದಲ್ಲಿ ಸಂಘಟನೆಯ ಪದಾಧಿಕಾರಿಗಳು ಹಾಗೂ ಸಾರ್ವಜನಿಕರು ಇದ್ದರು.	[927, 2046, 1101, 2184]
print-registration-marks-right	[1362, 2446, 1430, 2461]
article-6-headline-line2: ಅಗ್ನಿವೀರ್ ನೇಮಕಾತಿ ರ್‍ಯಾಲಿ	[132, 1580, 382, 1614]
article-8-body-col1	[499, 2224, 651, 2467]
